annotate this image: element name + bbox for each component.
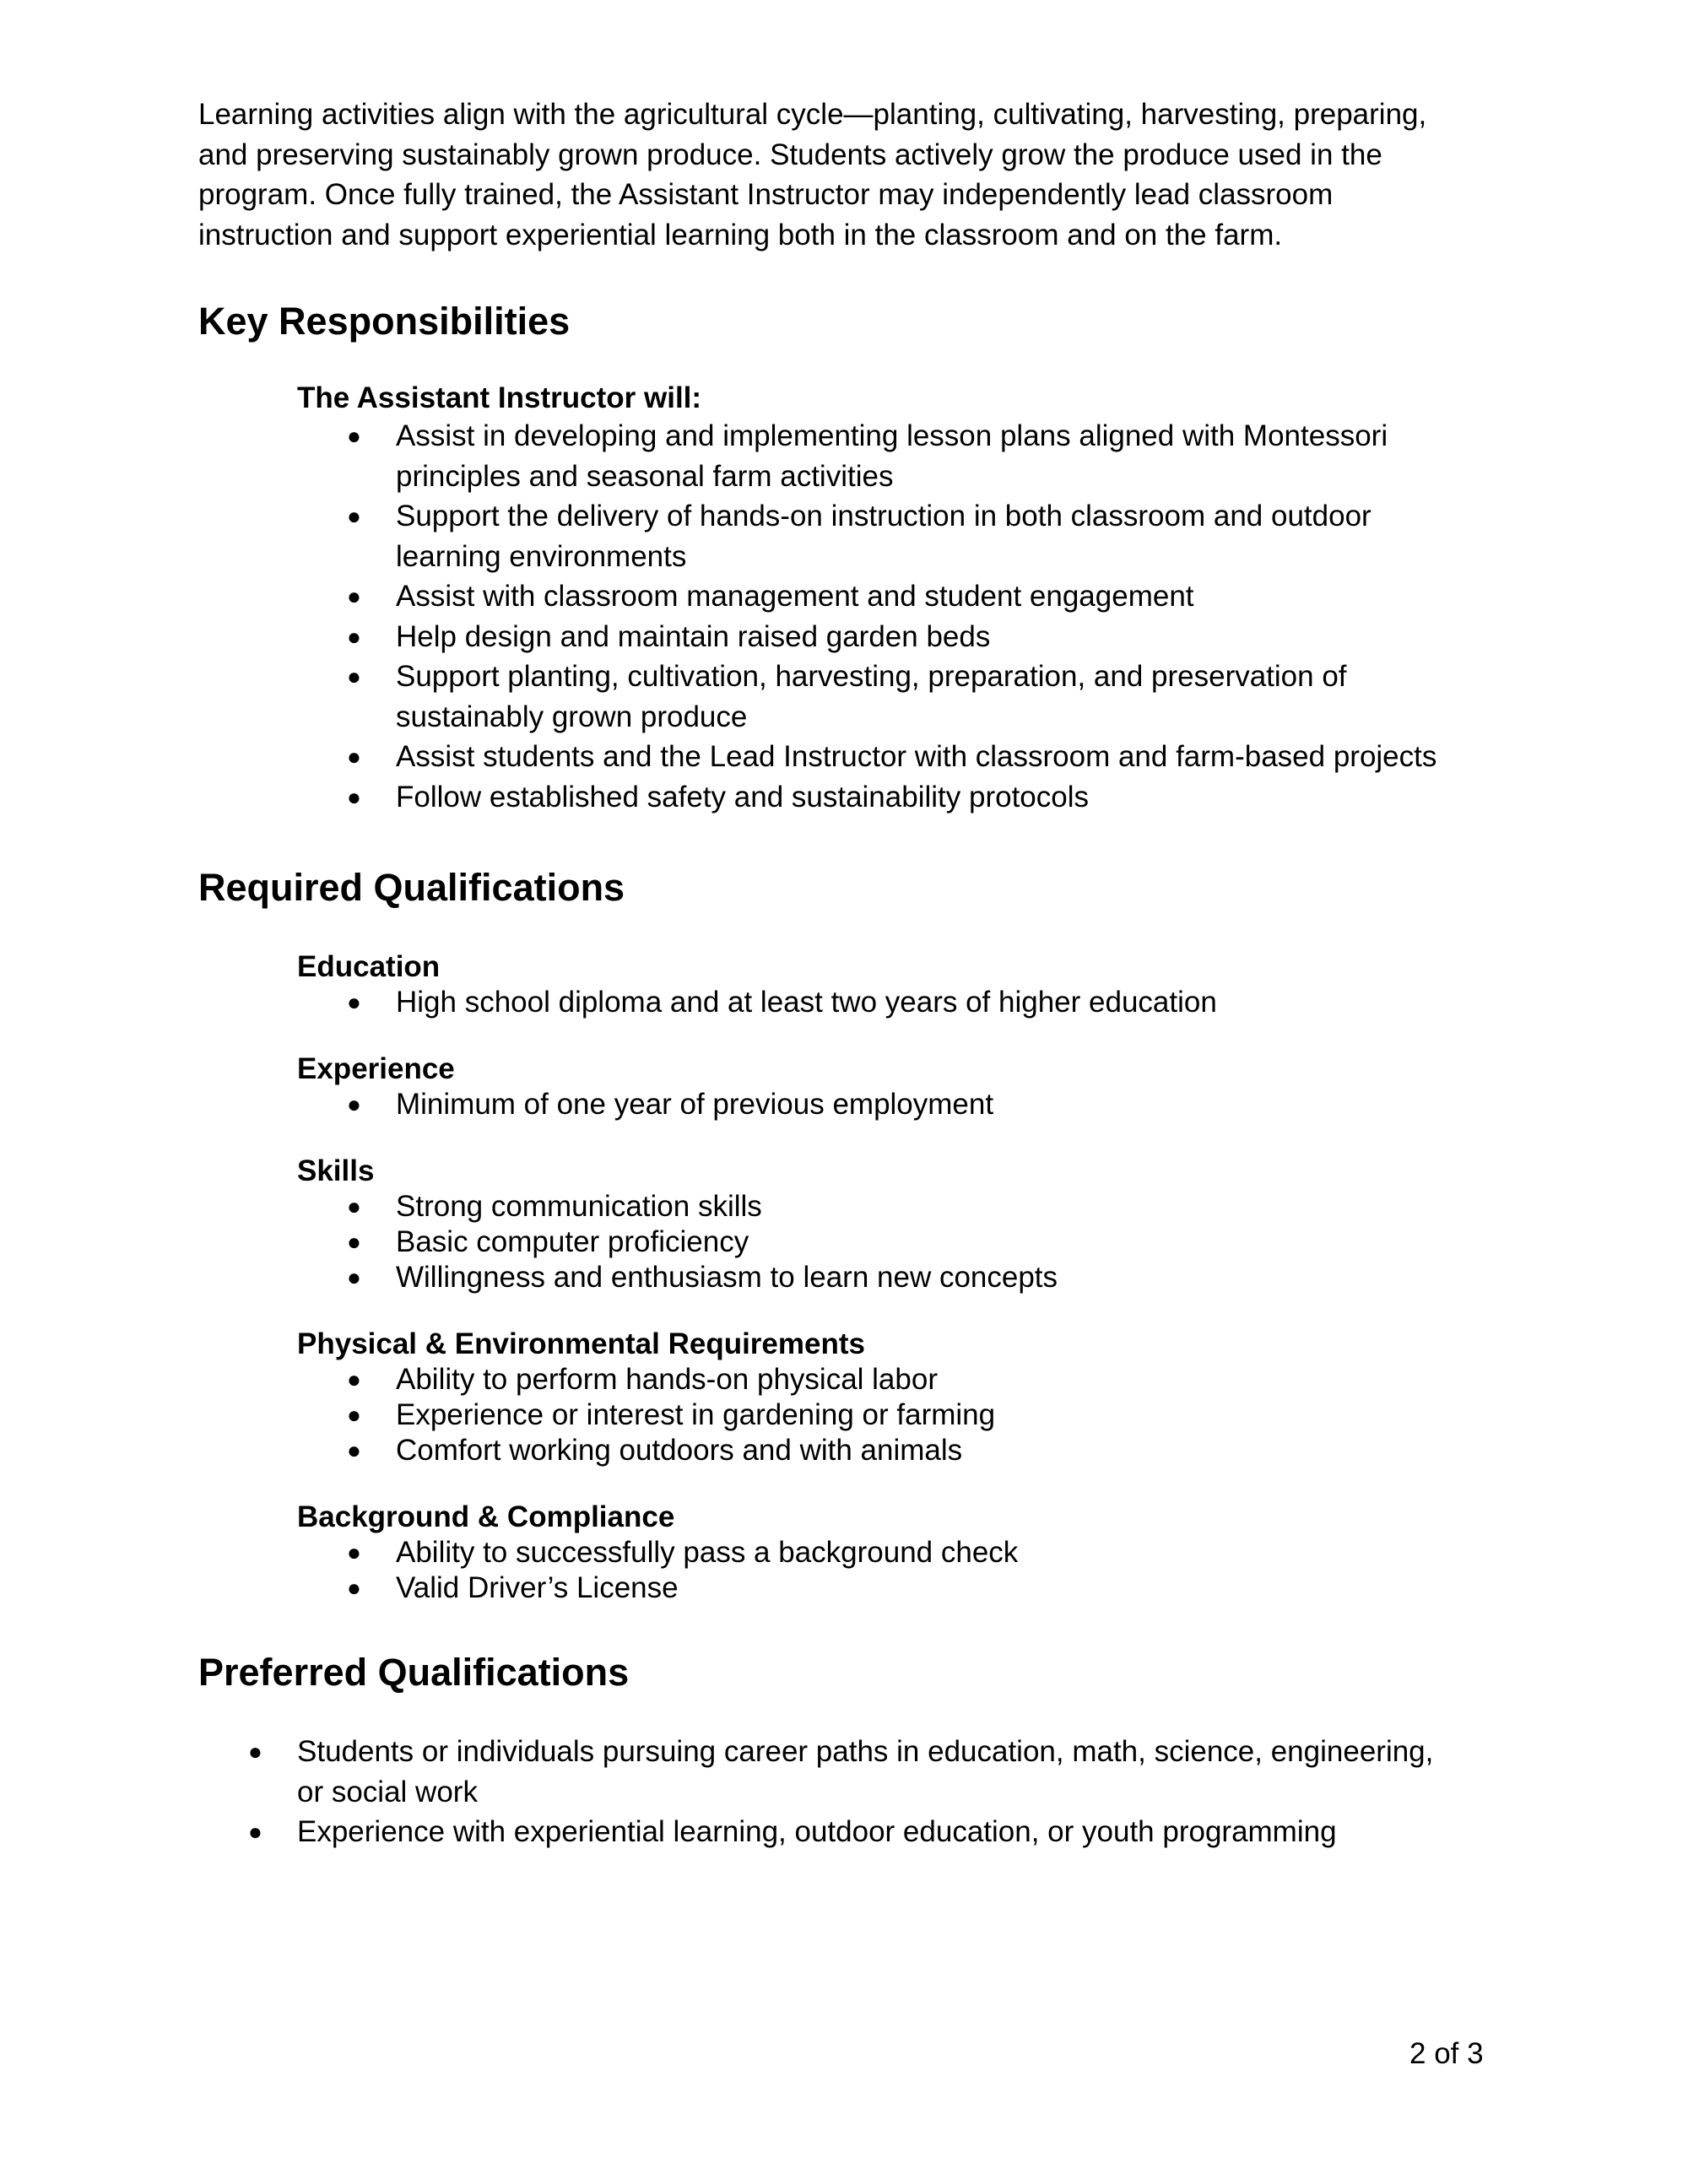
list-item: ● Assist in developing and implementing lesson plans aligned with Montessori principles and seasonal farm activities	[297, 416, 1498, 496]
list-item: ● Assist with classroom management and student engagement	[297, 576, 1498, 617]
page-number: 2 of 3	[1409, 2037, 1484, 2070]
intro-paragraph	[198, 95, 1498, 255]
bullet-icon: ●	[347, 1091, 361, 1117]
required-qualifications-heading: Required Qualifications	[198, 866, 625, 909]
skills-title: Skills	[297, 1154, 375, 1187]
experience-block	[297, 1051, 1498, 1122]
physical-requirements-list	[297, 1362, 1498, 1468]
list-item: ● High school diploma and at least two years of higher education	[347, 986, 1217, 1019]
bullet-icon: ●	[248, 1819, 262, 1845]
list-item: ● Help design and maintain raised garden beds	[297, 617, 1498, 657]
list-item: ● Support the delivery of hands-on instruction in both classroom and outdoor learning environments	[297, 496, 1498, 576]
education-list	[297, 985, 1498, 1020]
document-page	[198, 95, 1498, 1852]
intro-line: Learning activities align with the agricultural cycle—planting, cultivating, harvesting, preparing,	[198, 98, 1427, 131]
bullet-icon: ●	[347, 743, 361, 770]
list-item: ● Ability to successfully pass a background check	[347, 1536, 1019, 1569]
responsibilities-block	[297, 381, 1498, 817]
physical-requirements-title: Physical & Environmental Requirements	[297, 1327, 865, 1360]
intro-line: and preserving sustainably grown produce. Students actively grow the produce used in the	[198, 138, 1382, 171]
bullet-icon: ●	[347, 1366, 361, 1392]
skills-block	[297, 1154, 1498, 1295]
bullet-icon: ●	[347, 989, 361, 1015]
responsibilities-subheading: The Assistant Instructor will:	[297, 381, 702, 414]
list-item: ● Comfort working outdoors and with animals	[347, 1434, 963, 1467]
list-item: ● Experience with experiential learning, outdoor education, or youth programming	[198, 1812, 1498, 1852]
bullet-icon: ●	[347, 663, 361, 689]
key-responsibilities-heading: Key Responsibilities	[198, 300, 571, 343]
bullet-icon: ●	[248, 1738, 262, 1765]
list-item: ● Willingness and enthusiasm to learn new concepts	[347, 1261, 1058, 1294]
responsibilities-list	[297, 416, 1498, 817]
intro-line: program. Once fully trained, the Assistant Instructor may independently lead classroom	[198, 178, 1334, 211]
background-compliance-title: Background & Compliance	[297, 1500, 675, 1533]
background-compliance-block	[297, 1500, 1498, 1606]
bullet-icon: ●	[347, 1229, 361, 1255]
bullet-icon: ●	[347, 503, 361, 529]
list-item: ● Ability to perform hands-on physical labor	[347, 1363, 938, 1396]
list-item: ● Assist students and the Lead Instructor with classroom and farm-based projects	[297, 737, 1498, 777]
list-item: ● Strong communication skills	[347, 1190, 762, 1223]
bullet-icon: ●	[347, 423, 361, 449]
list-item: ● Valid Driver’s License	[347, 1571, 679, 1604]
experience-title: Experience	[297, 1052, 455, 1085]
experience-list	[297, 1087, 1498, 1122]
skills-list	[297, 1189, 1498, 1295]
background-compliance-list	[297, 1535, 1498, 1606]
bullet-icon: ●	[347, 583, 361, 609]
education-title: Education	[297, 950, 441, 983]
bullet-icon: ●	[347, 1437, 361, 1463]
bullet-icon: ●	[347, 783, 361, 810]
list-item: ● Support planting, cultivation, harvesting, preparation, and preservation of sustainably grown produce	[297, 657, 1498, 737]
list-item: ● Follow established safety and sustainability protocols	[297, 777, 1498, 818]
list-item: ● Students or individuals pursuing career paths in education, math, science, engineering, or social work	[198, 1732, 1498, 1812]
bullet-icon: ●	[347, 1539, 361, 1565]
bullet-icon: ●	[347, 623, 361, 650]
physical-requirements-block	[297, 1327, 1498, 1468]
list-item: ● Basic computer proficiency	[347, 1225, 749, 1258]
list-item: ● Experience or interest in gardening or farming	[347, 1398, 996, 1431]
bullet-icon: ●	[347, 1264, 361, 1290]
bullet-icon: ●	[347, 1575, 361, 1601]
education-block	[297, 949, 1498, 1020]
preferred-qualifications-list	[198, 1732, 1498, 1852]
list-item: ● Minimum of one year of previous employment	[347, 1088, 994, 1121]
intro-line: instruction and support experiential learning both in the classroom and on the farm.	[198, 218, 1283, 251]
preferred-qualifications-heading: Preferred Qualifications	[198, 1651, 630, 1694]
bullet-icon: ●	[347, 1402, 361, 1428]
bullet-icon: ●	[347, 1193, 361, 1219]
